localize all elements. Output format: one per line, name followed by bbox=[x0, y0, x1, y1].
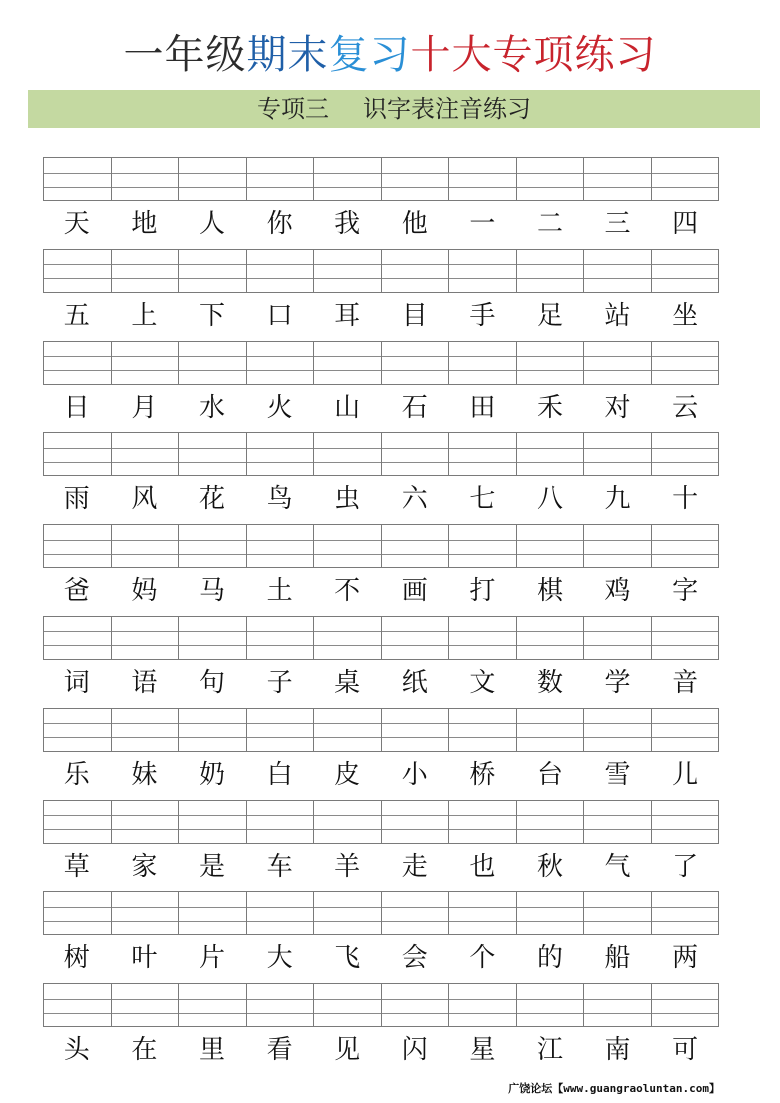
pinyin-box[interactable] bbox=[381, 341, 449, 385]
pinyin-box[interactable] bbox=[43, 432, 111, 476]
pinyin-box[interactable] bbox=[111, 157, 179, 201]
practice-row bbox=[43, 616, 719, 708]
hanzi-character: 二 bbox=[536, 209, 563, 239]
pinyin-box[interactable] bbox=[43, 800, 111, 844]
pinyin-box[interactable] bbox=[651, 524, 720, 568]
practice-row bbox=[43, 983, 719, 1075]
pinyin-writing-lines bbox=[43, 157, 719, 201]
pinyin-box[interactable] bbox=[178, 891, 246, 935]
pinyin-box[interactable] bbox=[313, 432, 381, 476]
pinyin-box[interactable] bbox=[651, 800, 720, 844]
hanzi-character: 月 bbox=[131, 392, 158, 423]
pinyin-box[interactable] bbox=[178, 983, 246, 1027]
pinyin-box[interactable] bbox=[111, 983, 179, 1027]
pinyin-box[interactable] bbox=[313, 341, 381, 385]
pinyin-box[interactable] bbox=[516, 432, 584, 476]
character-row bbox=[43, 574, 719, 608]
pinyin-box[interactable] bbox=[313, 891, 381, 935]
hanzi-character: 马 bbox=[198, 576, 225, 607]
character-row bbox=[43, 391, 719, 425]
hanzi-character: 五 bbox=[63, 300, 90, 331]
pinyin-box[interactable] bbox=[583, 983, 651, 1027]
hanzi-character: 片 bbox=[198, 943, 225, 974]
pinyin-box[interactable] bbox=[448, 891, 516, 935]
pinyin-box[interactable] bbox=[178, 708, 246, 752]
pinyin-box[interactable] bbox=[111, 341, 179, 385]
pinyin-box[interactable] bbox=[516, 800, 584, 844]
hanzi-character: 桥 bbox=[469, 759, 496, 790]
character-row bbox=[43, 666, 719, 700]
hanzi-character: 飞 bbox=[334, 943, 361, 974]
pinyin-box[interactable] bbox=[516, 249, 584, 293]
hanzi-character: 会 bbox=[401, 943, 428, 974]
pinyin-practice-grid bbox=[43, 157, 719, 1075]
pinyin-box[interactable] bbox=[583, 800, 651, 844]
character-row bbox=[43, 299, 719, 333]
hanzi-character: 画 bbox=[401, 576, 428, 607]
section-name: 识字表注音练习 bbox=[363, 95, 531, 123]
pinyin-box[interactable] bbox=[448, 157, 516, 201]
hanzi-character: 不 bbox=[334, 576, 361, 607]
pinyin-box[interactable] bbox=[178, 249, 246, 293]
pinyin-box[interactable] bbox=[111, 432, 179, 476]
title-part-practice: 十大专项练习 bbox=[410, 32, 657, 78]
pinyin-box[interactable] bbox=[381, 432, 449, 476]
hanzi-character: 闪 bbox=[401, 1035, 428, 1066]
hanzi-character: 十 bbox=[672, 484, 699, 515]
hanzi-character: 山 bbox=[334, 392, 361, 423]
practice-row bbox=[43, 800, 719, 892]
hanzi-character: 风 bbox=[131, 484, 158, 515]
pinyin-box[interactable] bbox=[246, 524, 314, 568]
hanzi-character: 树 bbox=[63, 943, 90, 974]
hanzi-character: 手 bbox=[469, 300, 496, 331]
hanzi-character: 爸 bbox=[63, 576, 90, 607]
hanzi-character: 目 bbox=[401, 300, 428, 331]
hanzi-character: 鸡 bbox=[604, 576, 631, 607]
hanzi-character: 妹 bbox=[131, 759, 158, 790]
pinyin-writing-lines bbox=[43, 891, 719, 935]
hanzi-character: 秋 bbox=[536, 851, 563, 882]
pinyin-writing-lines bbox=[43, 800, 719, 844]
hanzi-character: 句 bbox=[198, 667, 225, 698]
pinyin-box[interactable] bbox=[111, 708, 179, 752]
hanzi-character: 妈 bbox=[131, 576, 158, 607]
pinyin-box[interactable] bbox=[313, 524, 381, 568]
hanzi-character: 家 bbox=[131, 851, 158, 882]
hanzi-character: 字 bbox=[672, 576, 699, 607]
hanzi-character: 土 bbox=[266, 576, 293, 607]
pinyin-writing-lines bbox=[43, 616, 719, 660]
pinyin-box[interactable] bbox=[583, 524, 651, 568]
hanzi-character: 音 bbox=[672, 667, 699, 698]
pinyin-box[interactable] bbox=[43, 616, 111, 660]
hanzi-character: 里 bbox=[198, 1035, 225, 1066]
hanzi-character: 天 bbox=[63, 209, 90, 239]
section-banner bbox=[28, 90, 760, 128]
practice-row bbox=[43, 524, 719, 616]
hanzi-character: 台 bbox=[536, 759, 563, 790]
hanzi-character: 乐 bbox=[63, 759, 90, 790]
hanzi-character: 田 bbox=[469, 392, 496, 423]
hanzi-character: 足 bbox=[536, 300, 563, 331]
character-row bbox=[43, 850, 719, 884]
character-row bbox=[43, 207, 719, 241]
hanzi-character: 下 bbox=[198, 300, 225, 331]
footer-watermark: 广饶论坛【www.guangraoluntan.com】 bbox=[508, 1082, 720, 1095]
hanzi-character: 雨 bbox=[63, 484, 90, 515]
pinyin-box[interactable] bbox=[111, 800, 179, 844]
pinyin-box[interactable] bbox=[43, 249, 111, 293]
pinyin-box[interactable] bbox=[448, 341, 516, 385]
pinyin-box[interactable] bbox=[178, 800, 246, 844]
pinyin-box[interactable] bbox=[313, 983, 381, 1027]
pinyin-box[interactable] bbox=[516, 891, 584, 935]
pinyin-box[interactable] bbox=[516, 341, 584, 385]
pinyin-box[interactable] bbox=[583, 891, 651, 935]
hanzi-character: 云 bbox=[672, 392, 699, 423]
hanzi-character: 词 bbox=[63, 667, 90, 698]
page-title bbox=[0, 30, 780, 80]
hanzi-character: 虫 bbox=[334, 484, 361, 515]
hanzi-character: 看 bbox=[266, 1035, 293, 1066]
practice-row bbox=[43, 891, 719, 983]
hanzi-character: 个 bbox=[469, 943, 496, 974]
pinyin-box[interactable] bbox=[246, 249, 314, 293]
hanzi-character: 八 bbox=[536, 484, 563, 515]
hanzi-character: 也 bbox=[469, 851, 496, 882]
pinyin-box[interactable] bbox=[381, 616, 449, 660]
pinyin-box[interactable] bbox=[583, 708, 651, 752]
pinyin-box[interactable] bbox=[313, 616, 381, 660]
hanzi-character: 学 bbox=[604, 667, 631, 698]
pinyin-box[interactable] bbox=[448, 616, 516, 660]
pinyin-box[interactable] bbox=[313, 157, 381, 201]
hanzi-character: 小 bbox=[401, 759, 428, 790]
hanzi-character: 打 bbox=[469, 576, 496, 607]
pinyin-box[interactable] bbox=[313, 708, 381, 752]
hanzi-character: 日 bbox=[63, 392, 90, 423]
hanzi-character: 文 bbox=[469, 667, 496, 698]
pinyin-writing-lines bbox=[43, 249, 719, 293]
pinyin-box[interactable] bbox=[178, 157, 246, 201]
pinyin-box[interactable] bbox=[516, 616, 584, 660]
pinyin-box[interactable] bbox=[111, 891, 179, 935]
hanzi-character: 火 bbox=[266, 392, 293, 423]
hanzi-character: 数 bbox=[536, 667, 563, 698]
pinyin-box[interactable] bbox=[516, 708, 584, 752]
hanzi-character: 是 bbox=[198, 851, 225, 882]
pinyin-box[interactable] bbox=[178, 432, 246, 476]
hanzi-character: 了 bbox=[672, 851, 699, 882]
hanzi-character: 车 bbox=[266, 851, 293, 882]
pinyin-box[interactable] bbox=[448, 800, 516, 844]
hanzi-character: 人 bbox=[198, 209, 225, 239]
hanzi-character: 六 bbox=[401, 484, 428, 515]
hanzi-character: 花 bbox=[198, 484, 225, 515]
hanzi-character: 星 bbox=[469, 1035, 496, 1066]
pinyin-box[interactable] bbox=[381, 983, 449, 1027]
hanzi-character: 草 bbox=[63, 851, 90, 882]
hanzi-character: 九 bbox=[604, 484, 631, 515]
character-row bbox=[43, 758, 719, 792]
pinyin-box[interactable] bbox=[516, 157, 584, 201]
pinyin-box[interactable] bbox=[381, 524, 449, 568]
hanzi-character: 在 bbox=[131, 1035, 158, 1066]
pinyin-box[interactable] bbox=[43, 524, 111, 568]
hanzi-character: 语 bbox=[131, 667, 158, 698]
pinyin-box[interactable] bbox=[246, 800, 314, 844]
pinyin-box[interactable] bbox=[313, 249, 381, 293]
hanzi-character: 的 bbox=[536, 943, 563, 974]
pinyin-box[interactable] bbox=[448, 524, 516, 568]
pinyin-box[interactable] bbox=[381, 800, 449, 844]
hanzi-character: 江 bbox=[536, 1035, 563, 1066]
hanzi-character: 叶 bbox=[131, 943, 158, 974]
pinyin-box[interactable] bbox=[651, 432, 720, 476]
pinyin-box[interactable] bbox=[246, 157, 314, 201]
hanzi-character: 口 bbox=[266, 300, 293, 331]
pinyin-box[interactable] bbox=[583, 432, 651, 476]
pinyin-writing-lines bbox=[43, 524, 719, 568]
pinyin-box[interactable] bbox=[43, 891, 111, 935]
pinyin-box[interactable] bbox=[448, 983, 516, 1027]
pinyin-box[interactable] bbox=[583, 249, 651, 293]
pinyin-box[interactable] bbox=[516, 983, 584, 1027]
hanzi-character: 船 bbox=[604, 943, 631, 974]
hanzi-character: 走 bbox=[401, 851, 428, 882]
pinyin-box[interactable] bbox=[178, 524, 246, 568]
pinyin-box[interactable] bbox=[651, 891, 720, 935]
hanzi-character: 两 bbox=[672, 943, 699, 974]
practice-row bbox=[43, 708, 719, 800]
title-part-final: 期末 bbox=[246, 32, 329, 78]
hanzi-character: 气 bbox=[604, 851, 631, 882]
hanzi-character: 桌 bbox=[334, 667, 361, 698]
hanzi-character: 白 bbox=[266, 759, 293, 790]
hanzi-character: 棋 bbox=[536, 576, 563, 607]
pinyin-box[interactable] bbox=[448, 432, 516, 476]
pinyin-box[interactable] bbox=[111, 616, 179, 660]
hanzi-character: 鸟 bbox=[266, 484, 293, 515]
practice-row bbox=[43, 341, 719, 433]
hanzi-character: 我 bbox=[334, 209, 361, 239]
hanzi-character: 石 bbox=[401, 392, 428, 423]
hanzi-character: 坐 bbox=[672, 300, 699, 331]
hanzi-character: 三 bbox=[604, 209, 631, 239]
title-part-review: 复习 bbox=[328, 32, 411, 78]
hanzi-character: 上 bbox=[131, 300, 158, 331]
pinyin-box[interactable] bbox=[43, 157, 111, 201]
pinyin-box[interactable] bbox=[246, 891, 314, 935]
hanzi-character: 四 bbox=[672, 209, 699, 239]
section-number: 专项三 bbox=[257, 95, 329, 123]
hanzi-character: 雪 bbox=[604, 759, 631, 790]
pinyin-box[interactable] bbox=[516, 524, 584, 568]
hanzi-character: 南 bbox=[604, 1035, 631, 1066]
hanzi-character: 站 bbox=[604, 300, 631, 331]
hanzi-character: 见 bbox=[334, 1035, 361, 1066]
pinyin-box[interactable] bbox=[111, 249, 179, 293]
character-row bbox=[43, 941, 719, 975]
hanzi-character: 头 bbox=[63, 1035, 90, 1066]
character-row bbox=[43, 482, 719, 516]
hanzi-character: 对 bbox=[604, 392, 631, 423]
pinyin-box[interactable] bbox=[43, 341, 111, 385]
hanzi-character: 七 bbox=[469, 484, 496, 515]
hanzi-character: 儿 bbox=[672, 759, 699, 790]
pinyin-box[interactable] bbox=[178, 616, 246, 660]
title-part-grade: 一年级 bbox=[123, 32, 247, 78]
pinyin-box[interactable] bbox=[651, 983, 720, 1027]
pinyin-box[interactable] bbox=[381, 157, 449, 201]
pinyin-box[interactable] bbox=[381, 891, 449, 935]
practice-row bbox=[43, 432, 719, 524]
pinyin-box[interactable] bbox=[246, 708, 314, 752]
hanzi-character: 奶 bbox=[198, 759, 225, 790]
pinyin-box[interactable] bbox=[583, 157, 651, 201]
character-row bbox=[43, 1033, 719, 1067]
pinyin-writing-lines bbox=[43, 983, 719, 1027]
pinyin-box[interactable] bbox=[583, 341, 651, 385]
pinyin-box[interactable] bbox=[381, 249, 449, 293]
hanzi-character: 纸 bbox=[401, 667, 428, 698]
pinyin-box[interactable] bbox=[651, 616, 720, 660]
practice-row bbox=[43, 249, 719, 341]
pinyin-box[interactable] bbox=[246, 983, 314, 1027]
hanzi-character: 皮 bbox=[334, 759, 361, 790]
pinyin-box[interactable] bbox=[448, 708, 516, 752]
pinyin-box[interactable] bbox=[178, 341, 246, 385]
pinyin-box[interactable] bbox=[651, 157, 720, 201]
pinyin-box[interactable] bbox=[43, 983, 111, 1027]
practice-row bbox=[43, 157, 719, 249]
pinyin-box[interactable] bbox=[313, 800, 381, 844]
hanzi-character: 耳 bbox=[334, 300, 361, 331]
hanzi-character: 禾 bbox=[536, 392, 563, 423]
pinyin-box[interactable] bbox=[651, 341, 720, 385]
hanzi-character: 可 bbox=[672, 1035, 699, 1066]
pinyin-writing-lines bbox=[43, 432, 719, 476]
hanzi-character: 他 bbox=[401, 209, 428, 239]
pinyin-box[interactable] bbox=[111, 524, 179, 568]
pinyin-box[interactable] bbox=[43, 708, 111, 752]
pinyin-box[interactable] bbox=[651, 249, 720, 293]
pinyin-writing-lines bbox=[43, 341, 719, 385]
pinyin-box[interactable] bbox=[246, 341, 314, 385]
pinyin-box[interactable] bbox=[381, 708, 449, 752]
pinyin-box[interactable] bbox=[448, 249, 516, 293]
hanzi-character: 大 bbox=[266, 943, 293, 974]
hanzi-character: 地 bbox=[131, 209, 158, 239]
pinyin-box[interactable] bbox=[246, 616, 314, 660]
hanzi-character: 你 bbox=[266, 209, 293, 239]
hanzi-character: 羊 bbox=[334, 851, 361, 882]
pinyin-box[interactable] bbox=[651, 708, 720, 752]
pinyin-box[interactable] bbox=[246, 432, 314, 476]
hanzi-character: 水 bbox=[198, 392, 225, 423]
hanzi-character: 一 bbox=[469, 209, 496, 239]
pinyin-writing-lines bbox=[43, 708, 719, 752]
pinyin-box[interactable] bbox=[583, 616, 651, 660]
hanzi-character: 子 bbox=[266, 667, 293, 698]
